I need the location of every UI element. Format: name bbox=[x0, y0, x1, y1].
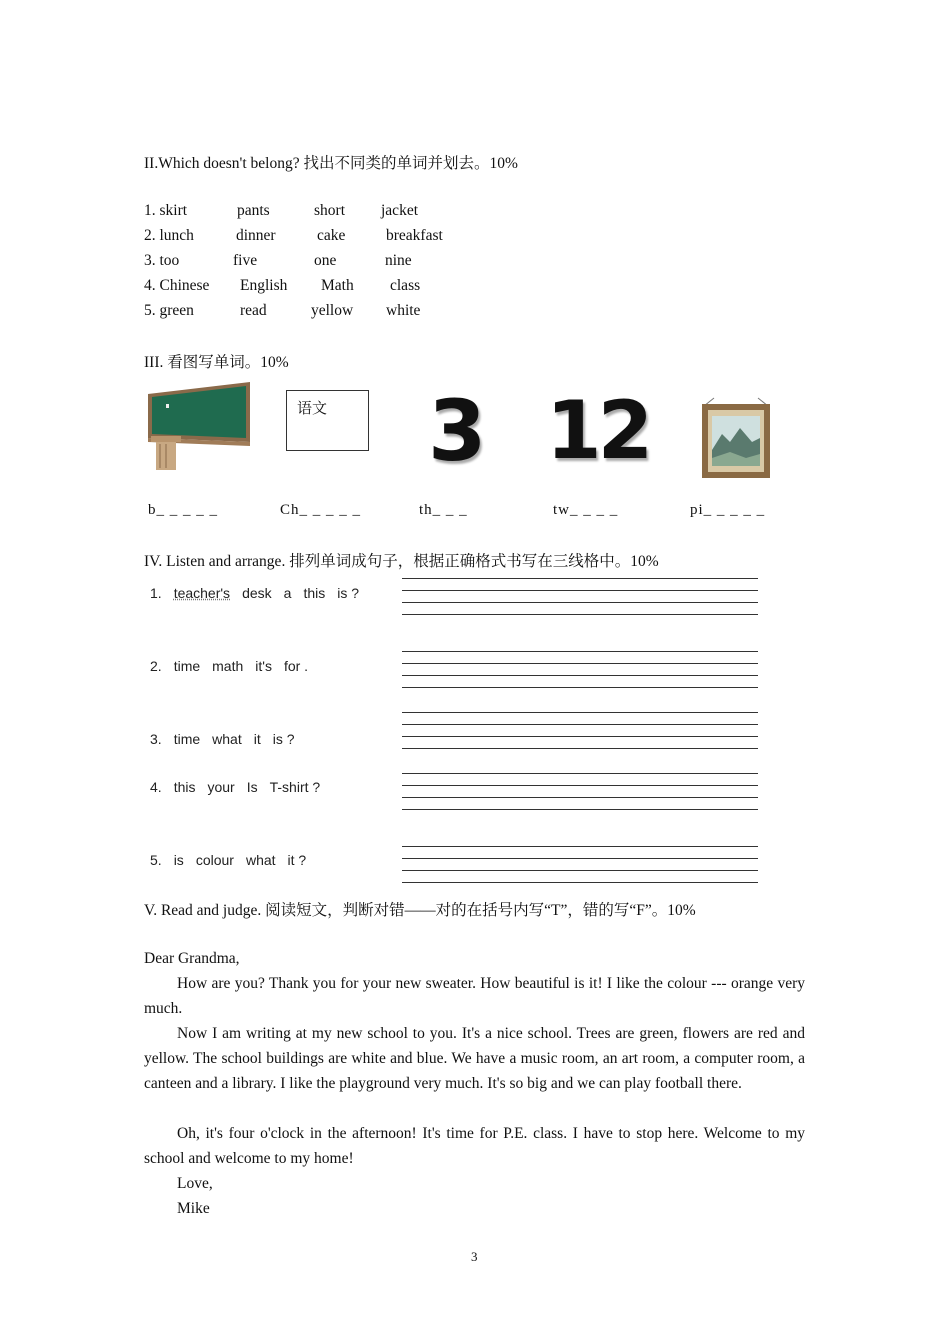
writing-lines[interactable] bbox=[402, 846, 758, 883]
number-three-picture: 3 bbox=[428, 382, 487, 480]
word: 2. lunch bbox=[144, 227, 194, 244]
word: English bbox=[240, 277, 288, 294]
word: pants bbox=[237, 202, 270, 219]
page-number: 3 bbox=[471, 1249, 478, 1264]
letter-paragraph: Oh, it's four o'clock in the afternoon! It's time for P.E. class. I have to stop here. Welcome to my school and welcome to my home! bbox=[144, 1125, 805, 1167]
section4-heading: IV. Listen and arrange. 排列单词成句子，根据正确格式书写在三线格中。10% bbox=[144, 553, 659, 570]
blank-word: Ch_ _ _ _ _ bbox=[280, 502, 362, 518]
word: yellow bbox=[311, 302, 354, 319]
arrange-item: 5. is colour what it ? bbox=[150, 852, 307, 868]
chinese-book-picture bbox=[286, 390, 369, 451]
section2-heading: II.Which doesn't belong? 找出不同类的单词并划去。10% bbox=[144, 155, 518, 172]
section3-heading: III. 看图写单词。10% bbox=[144, 354, 289, 371]
arrange-item: 3. time what it is ? bbox=[150, 731, 295, 747]
word: class bbox=[390, 277, 421, 294]
arrange-item: 4. this your Is T-shirt ? bbox=[150, 779, 321, 795]
word: 5. green bbox=[144, 302, 194, 319]
word: 4. Chinese bbox=[144, 277, 210, 294]
blank-word: b_ _ _ _ _ bbox=[148, 502, 218, 518]
blackboard-picture bbox=[146, 380, 254, 472]
word: dinner bbox=[236, 227, 276, 244]
word: five bbox=[233, 252, 258, 269]
word: Math bbox=[321, 277, 354, 294]
section5-heading: V. Read and judge. 阅读短文，判断对错——对的在括号内写“T”，错的写“F”。10% bbox=[144, 902, 696, 919]
arrange-item: 2. time math it's for . bbox=[150, 658, 309, 674]
arrange-item: 1. teacher's desk a this is ? bbox=[150, 585, 360, 601]
word: jacket bbox=[381, 202, 419, 219]
letter-signature: Mike bbox=[177, 1200, 210, 1217]
word: 3. too bbox=[144, 252, 180, 269]
book-label: 语文 bbox=[297, 399, 328, 417]
writing-lines[interactable] bbox=[402, 773, 758, 810]
word: read bbox=[240, 302, 267, 319]
word: nine bbox=[385, 252, 412, 269]
word: white bbox=[386, 302, 421, 319]
writing-lines[interactable] bbox=[402, 651, 758, 688]
word: 1. skirt bbox=[144, 202, 188, 219]
letter-salutation: Dear Grandma, bbox=[144, 950, 240, 967]
blank-word: pi_ _ _ _ _ bbox=[690, 502, 766, 518]
letter-paragraph: How are you? Thank you for your new sweater. How beautiful is it! I like the colour --- orange very much. bbox=[144, 975, 805, 1017]
letter-paragraph: Now I am writing at my new school to you. It's a nice school. Trees are green, flowers are red and yellow. The school buildings are white and blue. We have a music room, an art room, a computer room, a canteen and a library. I like the playground very much. It's so big and we can play football there. bbox=[144, 1025, 805, 1092]
framed-picture bbox=[700, 396, 772, 480]
number-twelve-picture: 12 bbox=[546, 384, 650, 477]
word: short bbox=[314, 202, 345, 219]
writing-lines[interactable] bbox=[402, 712, 758, 749]
blank-word: tw_ _ _ _ bbox=[553, 502, 619, 518]
word: cake bbox=[317, 227, 346, 244]
writing-lines[interactable] bbox=[402, 578, 758, 615]
letter-closing: Love, bbox=[177, 1175, 213, 1192]
word: one bbox=[314, 252, 337, 269]
word: breakfast bbox=[386, 227, 443, 244]
blank-word: th_ _ _ bbox=[419, 502, 468, 518]
